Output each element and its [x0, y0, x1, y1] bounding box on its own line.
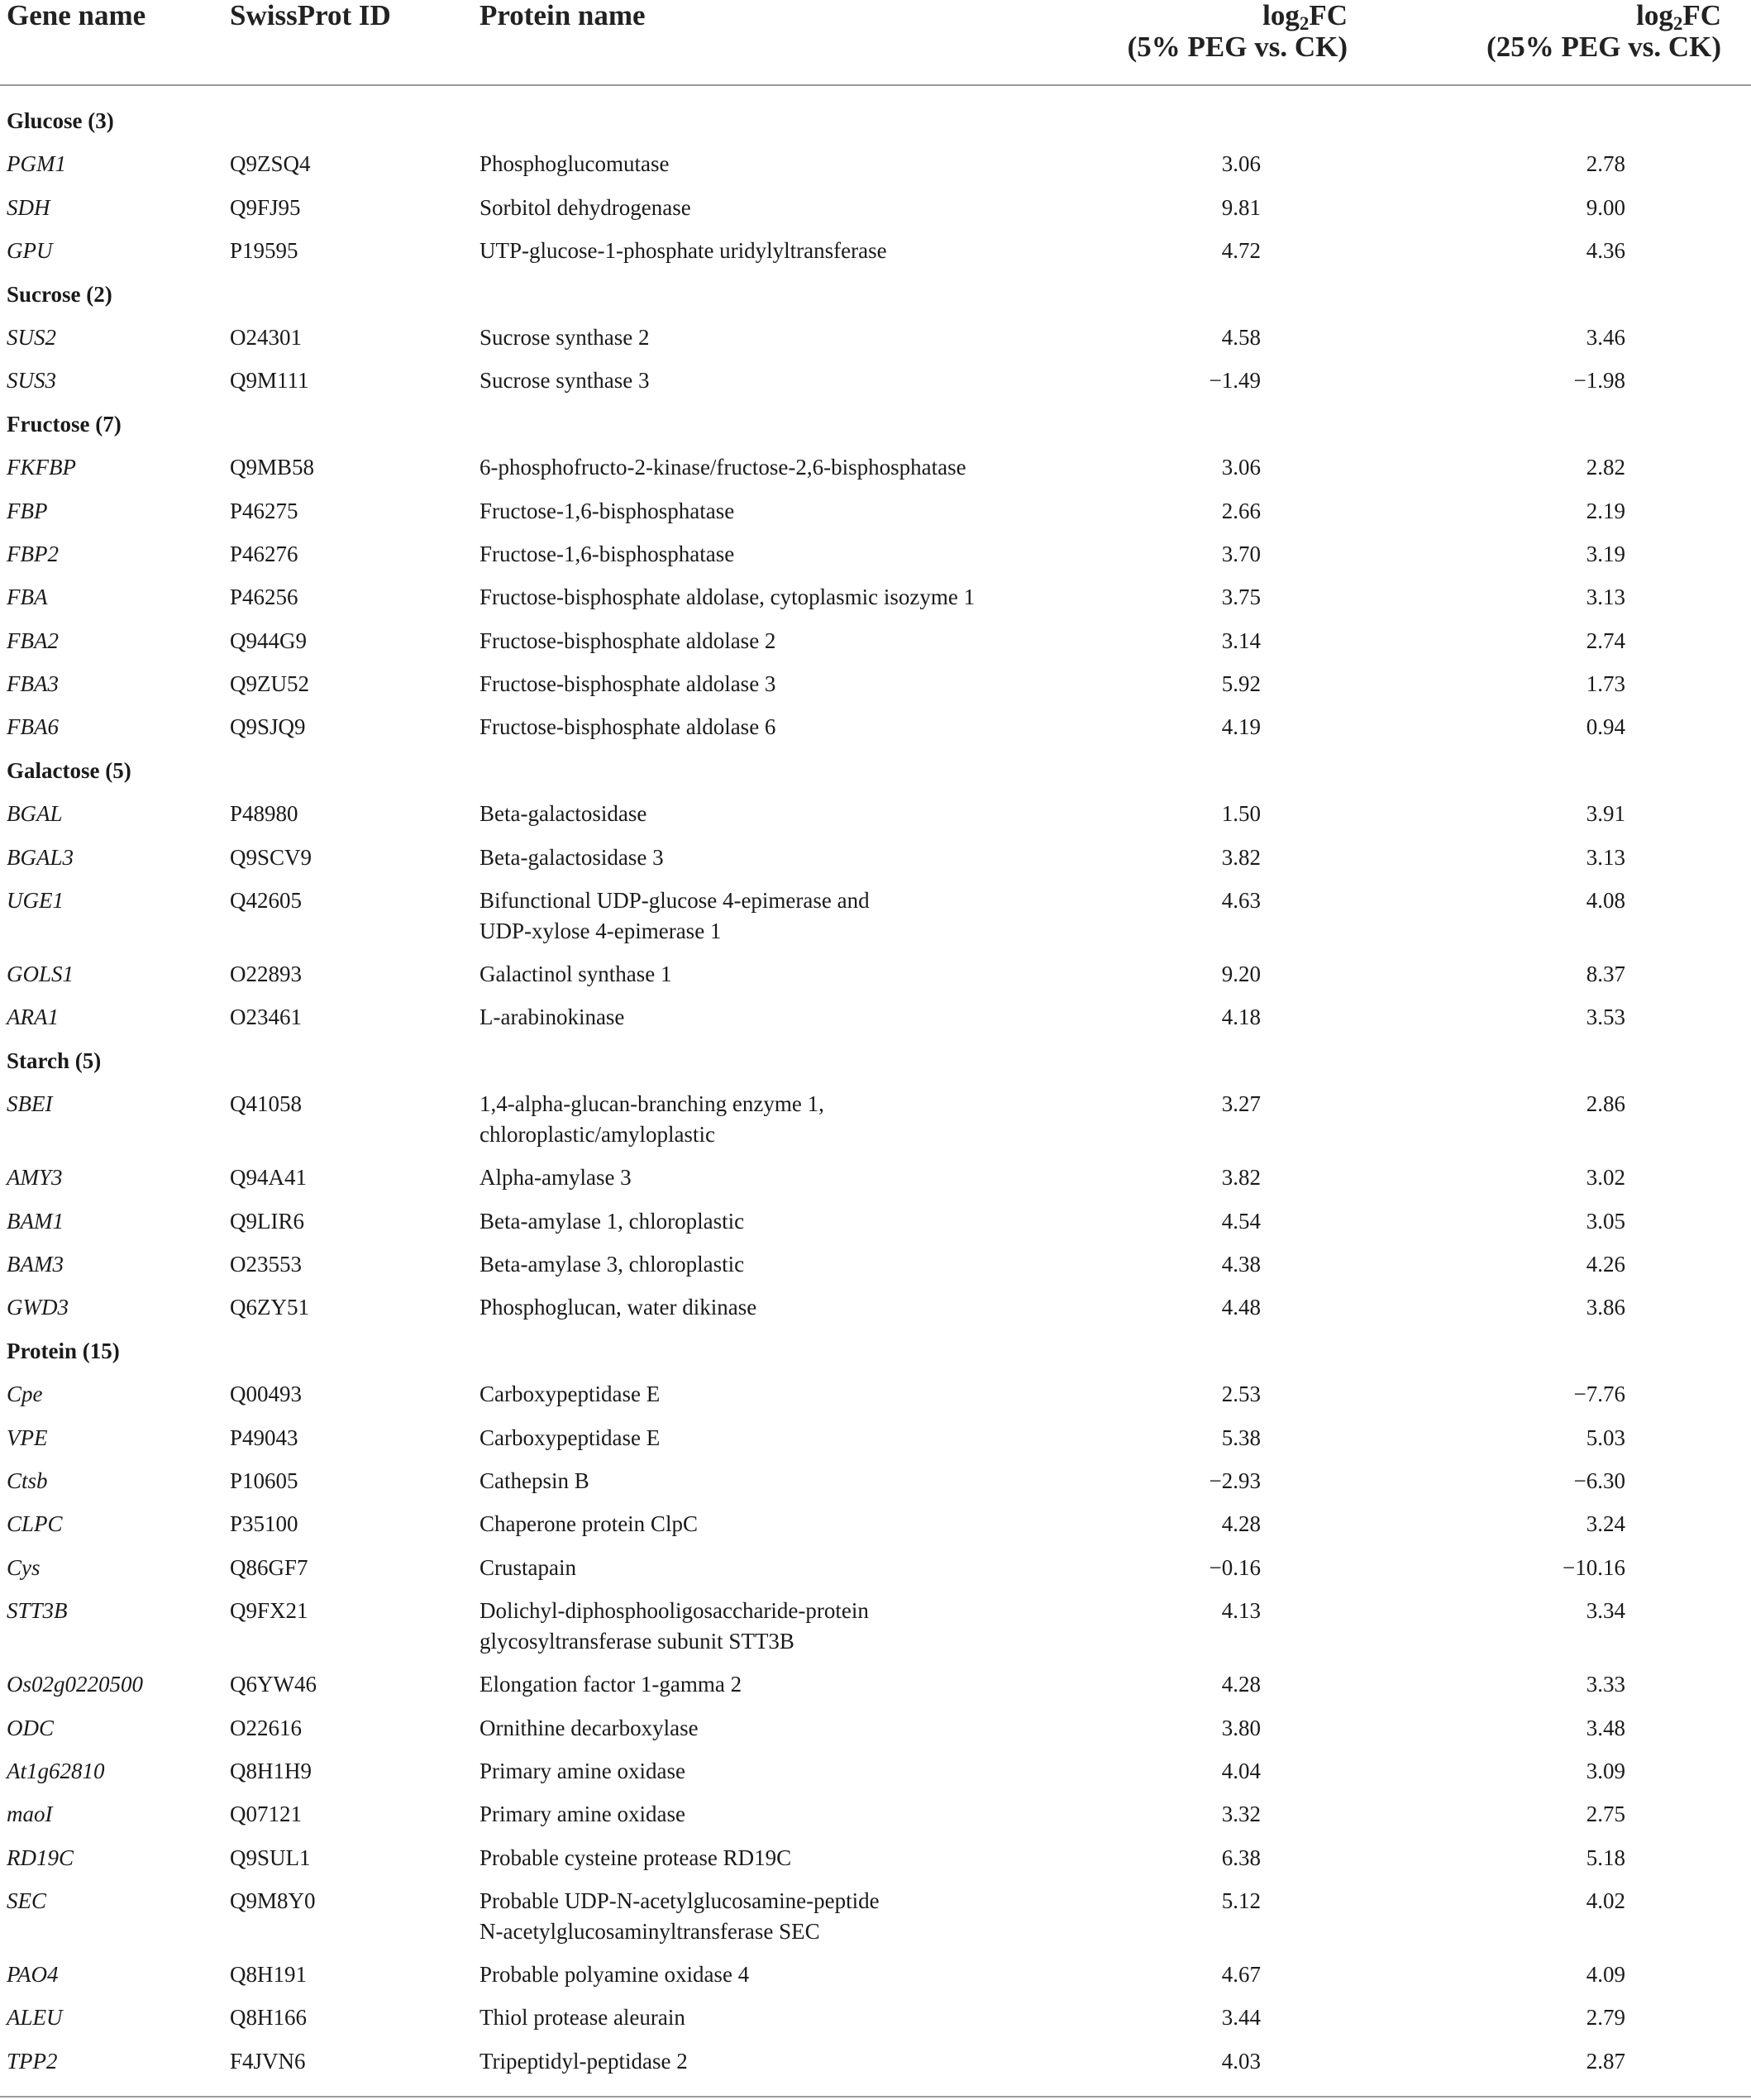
table-row	[0, 1459, 1751, 1502]
table-row	[0, 229, 1751, 272]
swissprot-id-cell: Q8H191	[230, 1962, 307, 1988]
group-header-row	[0, 1329, 1751, 1372]
protein-name-line: Tripeptidyl-peptidase 2	[479, 2048, 688, 2074]
log2fc-5peg-cell: 2.53	[1221, 1382, 1261, 1407]
gene-name-cell: FBA2	[7, 628, 59, 653]
table-row	[0, 995, 1751, 1038]
log2fc-25peg-cell: 2.78	[1586, 151, 1625, 177]
protein-name-cell	[479, 1799, 1075, 1830]
protein-name-cell	[479, 712, 1075, 742]
swissprot-id-cell: P49043	[230, 1425, 298, 1450]
log2fc-25peg-cell: 8.37	[1586, 962, 1625, 987]
table-row	[0, 879, 1751, 952]
log2fc-5peg-cell: 4.18	[1221, 1005, 1261, 1030]
protein-name-cell	[479, 959, 1075, 990]
gene-name-cell: GOLS1	[7, 962, 74, 987]
table-row	[0, 792, 1751, 835]
header-log2fc-25peg	[1455, 0, 1721, 63]
log2fc-5peg-cell: 3.06	[1221, 455, 1261, 480]
swissprot-id-cell: P46275	[230, 498, 298, 523]
log2fc-5peg-cell: 4.13	[1221, 1598, 1261, 1624]
table-row	[0, 619, 1751, 662]
swissprot-id-cell: P46276	[230, 541, 298, 566]
protein-name-cell	[479, 1756, 1075, 1787]
swissprot-id-cell: Q944G9	[230, 628, 307, 653]
group-label: Glucose (3)	[7, 108, 114, 133]
log2fc-5peg-cell: 4.72	[1221, 238, 1261, 264]
protein-name-cell	[479, 1379, 1075, 1410]
protein-name-line: Fructose-bisphosphate aldolase 3	[479, 671, 776, 697]
protein-name-cell	[479, 1423, 1075, 1453]
log2fc-25peg-cell: 2.82	[1586, 455, 1625, 480]
protein-name-line: Ornithine decarboxylase	[479, 1715, 699, 1740]
log2fc-5peg-cell: 6.38	[1221, 1845, 1261, 1870]
swissprot-id-cell: Q42605	[230, 888, 302, 914]
table-row	[0, 1996, 1751, 2039]
table-row	[0, 1792, 1751, 1835]
gene-name-cell: Ctsb	[7, 1468, 48, 1493]
protein-name-line-2: UDP-xylose 4-epimerase 1	[479, 919, 722, 944]
group-label: Fructose (7)	[7, 411, 122, 437]
log2fc-25peg-cell: 3.19	[1586, 541, 1625, 566]
table-header	[0, 0, 1751, 84]
gene-name-cell: BAM1	[7, 1208, 64, 1234]
log2fc-5peg-cell: 4.28	[1221, 1672, 1261, 1697]
protein-name-line: Bifunctional UDP-glucose 4-epimerase and	[479, 888, 870, 914]
log2fc-25peg-cell: 4.36	[1586, 238, 1625, 264]
protein-name-line: Fructose-1,6-bisphosphatase	[479, 498, 735, 523]
log2fc-5peg-cell: 4.19	[1221, 714, 1261, 740]
header-fc5-condition: (5% PEG vs. CK)	[1127, 31, 1348, 63]
log2fc-5peg-cell: 3.32	[1221, 1802, 1261, 1827]
log2fc-5peg-cell: 9.20	[1221, 962, 1261, 987]
protein-name-line: Probable cysteine protease RD19C	[479, 1845, 792, 1870]
protein-name-line: UTP-glucose-1-phosphate uridylyltransferase	[479, 238, 887, 264]
header-fc25-condition: (25% PEG vs. CK)	[1486, 31, 1721, 63]
log2fc-25peg-cell: −1.98	[1573, 368, 1625, 394]
protein-name-cell	[479, 885, 1075, 947]
log2fc-25peg-cell: 4.09	[1586, 1962, 1625, 1988]
gene-name-cell: STT3B	[7, 1598, 68, 1624]
log2fc-5peg-cell: 5.92	[1221, 671, 1261, 697]
log2fc-5peg-cell: 4.54	[1221, 1208, 1261, 1234]
swissprot-id-cell: Q00493	[230, 1382, 302, 1407]
table-row	[0, 1156, 1751, 1199]
log2fc-5peg-cell: 3.27	[1221, 1091, 1261, 1117]
table-row	[0, 359, 1751, 402]
bottom-rule	[0, 2096, 1751, 2098]
protein-name-cell	[479, 799, 1075, 829]
log2fc-5peg-cell: 1.50	[1221, 801, 1261, 827]
protein-name-cell	[479, 149, 1075, 179]
log2fc-25peg-cell: 3.13	[1586, 844, 1625, 870]
log2fc-5peg-cell: 3.70	[1221, 541, 1261, 566]
log2fc-5peg-cell: 3.14	[1221, 628, 1261, 653]
gene-name-cell: ARA1	[7, 1005, 59, 1030]
header-fc25-sub: 2	[1672, 13, 1683, 34]
log2fc-25peg-cell: 2.79	[1586, 2005, 1625, 2031]
gene-name-cell: maoI	[7, 1802, 53, 1827]
log2fc-5peg-cell: 4.04	[1221, 1758, 1261, 1783]
protein-name-line: Sucrose synthase 3	[479, 368, 650, 394]
protein-name-cell	[479, 1249, 1075, 1280]
protein-name-cell	[479, 626, 1075, 656]
log2fc-25peg-cell: 3.53	[1586, 1005, 1625, 1030]
gene-name-cell: SUS3	[7, 368, 56, 394]
log2fc-5peg-cell: 3.80	[1221, 1715, 1261, 1740]
table-row	[0, 532, 1751, 575]
swissprot-id-cell: Q9LIR6	[230, 1208, 304, 1234]
log2fc-25peg-cell: 4.26	[1586, 1251, 1625, 1277]
log2fc-25peg-cell: −10.16	[1563, 1554, 1625, 1580]
header-fc25-fc: FC	[1682, 0, 1721, 31]
log2fc-25peg-cell: 3.46	[1586, 324, 1625, 350]
swissprot-id-cell: Q9M8Y0	[230, 1888, 316, 1914]
swissprot-id-cell: Q9ZU52	[230, 671, 309, 697]
log2fc-5peg-cell: −0.16	[1209, 1554, 1261, 1580]
table-row	[0, 1546, 1751, 1589]
protein-name-line: Fructose-bisphosphate aldolase 2	[479, 628, 776, 653]
gene-name-cell: SDH	[7, 194, 50, 220]
log2fc-5peg-cell: 9.81	[1221, 194, 1261, 220]
group-header-row	[0, 99, 1751, 142]
log2fc-25peg-cell: 3.05	[1586, 1208, 1625, 1234]
table-row	[0, 1953, 1751, 1996]
header-protein-name: Protein name	[479, 0, 646, 31]
log2fc-25peg-cell: 5.03	[1586, 1425, 1625, 1450]
swissprot-id-cell: O23553	[230, 1251, 302, 1277]
swissprot-id-cell: Q9M111	[230, 368, 309, 394]
gene-name-cell: BAM3	[7, 1251, 64, 1277]
protein-name-line: Galactinol synthase 1	[479, 962, 672, 987]
log2fc-5peg-cell: 3.82	[1221, 844, 1261, 870]
gene-name-cell: TPP2	[7, 2048, 58, 2074]
log2fc-25peg-cell: 0.94	[1586, 714, 1625, 740]
gene-name-cell: RD19C	[7, 1845, 74, 1870]
protein-name-cell	[479, 1206, 1075, 1237]
table-row	[0, 836, 1751, 879]
header-rule	[0, 84, 1751, 86]
log2fc-5peg-cell: 4.63	[1221, 888, 1261, 914]
protein-name-line: Fructose-bisphosphate aldolase, cytoplasmic isozyme 1	[479, 585, 976, 610]
log2fc-5peg-cell: 4.38	[1221, 1251, 1261, 1277]
protein-name-cell	[479, 1466, 1075, 1496]
table-row	[0, 1082, 1751, 1156]
protein-name-line: Dolichyl-diphosphooligosaccharide-protein	[479, 1598, 869, 1624]
gene-name-cell: BGAL3	[7, 844, 74, 870]
protein-name-cell	[479, 1596, 1075, 1657]
table-row	[0, 1200, 1751, 1243]
swissprot-id-cell: Q86GF7	[230, 1554, 308, 1580]
log2fc-5peg-cell: −2.93	[1209, 1468, 1261, 1493]
table-row	[0, 446, 1751, 489]
protein-name-cell	[479, 236, 1075, 266]
protein-name-line: Crustapain	[479, 1554, 576, 1580]
group-header-row	[0, 1039, 1751, 1082]
swissprot-id-cell: Q9FX21	[230, 1598, 308, 1624]
protein-name-line: Beta-galactosidase 3	[479, 844, 664, 870]
swissprot-id-cell: O23461	[230, 1005, 302, 1030]
swissprot-id-cell: Q9MB58	[230, 455, 315, 480]
gene-name-cell: PAO4	[7, 1962, 59, 1988]
swissprot-id-cell: Q8H1H9	[230, 1758, 312, 1783]
table-row	[0, 1879, 1751, 1953]
log2fc-25peg-cell: 3.13	[1586, 585, 1625, 610]
protein-name-line: Sorbitol dehydrogenase	[479, 194, 691, 220]
protein-name-cell	[479, 365, 1075, 396]
protein-name-cell	[479, 1669, 1075, 1700]
swissprot-id-cell: Q9ZSQ4	[230, 151, 311, 177]
swissprot-id-cell: O22893	[230, 962, 302, 987]
gene-name-cell: Cys	[7, 1554, 41, 1580]
log2fc-5peg-cell: 3.82	[1221, 1165, 1261, 1191]
table-row	[0, 1372, 1751, 1415]
protein-name-line: Beta-amylase 1, chloroplastic	[479, 1208, 745, 1234]
swissprot-id-cell: P35100	[230, 1511, 298, 1537]
protein-name-cell	[479, 842, 1075, 873]
log2fc-25peg-cell: 2.19	[1586, 498, 1625, 523]
table-row	[0, 1243, 1751, 1286]
protein-name-line: Primary amine oxidase	[479, 1802, 685, 1827]
swissprot-id-cell: P48980	[230, 801, 298, 827]
log2fc-5peg-cell: 2.66	[1221, 498, 1261, 523]
swissprot-id-cell: Q6YW46	[230, 1672, 317, 1697]
protein-name-line: Phosphoglucan, water dikinase	[479, 1295, 757, 1320]
swissprot-id-cell: Q9FJ95	[230, 194, 301, 220]
swissprot-id-cell: Q94A41	[230, 1165, 307, 1191]
protein-name-cell	[479, 582, 1075, 613]
table-body	[0, 99, 1751, 2083]
protein-name-cell	[479, 322, 1075, 353]
table-row	[0, 705, 1751, 748]
table-row	[0, 1416, 1751, 1459]
group-label: Protein (15)	[7, 1338, 120, 1363]
header-gene-name: Gene name	[7, 0, 146, 31]
log2fc-5peg-cell: 3.06	[1221, 151, 1261, 177]
log2fc-25peg-cell: 3.48	[1586, 1715, 1625, 1740]
group-header-row	[0, 749, 1751, 792]
log2fc-25peg-cell: 1.73	[1586, 671, 1625, 697]
protein-name-line: Thiol protease aleurain	[479, 2005, 685, 2031]
protein-name-cell	[479, 669, 1075, 699]
log2fc-25peg-cell: −6.30	[1573, 1468, 1625, 1493]
table-row	[0, 662, 1751, 705]
protein-name-cell	[479, 1843, 1075, 1873]
log2fc-25peg-cell: 3.24	[1586, 1511, 1625, 1537]
gene-name-cell: SUS2	[7, 324, 56, 350]
swissprot-id-cell: O22616	[230, 1715, 302, 1740]
table-row	[0, 1836, 1751, 1879]
header-fc25-log: log	[1636, 0, 1673, 31]
table-row	[0, 1286, 1751, 1329]
gene-name-cell: VPE	[7, 1425, 48, 1450]
gene-name-cell: Os02g0220500	[7, 1672, 144, 1697]
protein-name-cell	[479, 2002, 1075, 2033]
log2fc-25peg-cell: 4.02	[1586, 1888, 1625, 1914]
table-row	[0, 1502, 1751, 1545]
swissprot-id-cell: Q41058	[230, 1091, 302, 1117]
swissprot-id-cell: Q9SUL1	[230, 1845, 311, 1870]
swissprot-id-cell: P19595	[230, 238, 298, 264]
gene-name-cell: FBA3	[7, 671, 59, 697]
protein-name-cell	[479, 2046, 1075, 2077]
gene-name-cell: SBEI	[7, 1091, 53, 1117]
table-row	[0, 1589, 1751, 1663]
protein-name-cell	[479, 496, 1075, 527]
protein-name-line: Carboxypeptidase E	[479, 1425, 661, 1450]
log2fc-25peg-cell: 9.00	[1586, 194, 1625, 220]
group-label: Galactose (5)	[7, 757, 131, 783]
log2fc-25peg-cell: 3.09	[1586, 1758, 1625, 1783]
swissprot-id-cell: Q6ZY51	[230, 1295, 309, 1320]
swissprot-id-cell: P10605	[230, 1468, 298, 1493]
gene-name-cell: GPU	[7, 238, 53, 264]
gene-name-cell: SEC	[7, 1888, 47, 1914]
swissprot-id-cell: Q07121	[230, 1802, 302, 1827]
log2fc-5peg-cell: −1.49	[1209, 368, 1261, 394]
swissprot-id-cell: Q9SJQ9	[230, 714, 306, 740]
protein-name-cell	[479, 539, 1075, 570]
protein-name-line: Cathepsin B	[479, 1468, 589, 1493]
gene-name-cell: UGE1	[7, 888, 64, 914]
gene-name-cell: FBA	[7, 585, 48, 610]
group-header-row	[0, 403, 1751, 446]
protein-name-line: Beta-galactosidase	[479, 801, 647, 827]
log2fc-25peg-cell: 5.18	[1586, 1845, 1625, 1870]
protein-name-cell	[479, 1089, 1075, 1150]
header-swissprot-id: SwissProt ID	[230, 0, 391, 31]
log2fc-25peg-cell: 3.34	[1586, 1598, 1625, 1624]
gene-name-cell: FBP2	[7, 541, 59, 566]
gene-name-cell: ALEU	[7, 2005, 63, 2031]
group-header-row	[0, 273, 1751, 316]
protein-name-cell	[479, 1162, 1075, 1193]
log2fc-25peg-cell: 3.02	[1586, 1165, 1625, 1191]
log2fc-5peg-cell: 4.28	[1221, 1511, 1261, 1537]
protein-name-cell	[479, 193, 1075, 223]
protein-name-cell	[479, 1002, 1075, 1033]
log2fc-25peg-cell: 2.86	[1586, 1091, 1625, 1117]
log2fc-5peg-cell: 4.03	[1221, 2048, 1261, 2074]
header-fc5-log: log	[1262, 0, 1300, 31]
table-row	[0, 142, 1751, 185]
log2fc-25peg-cell: 3.86	[1586, 1295, 1625, 1320]
protein-name-line: Elongation factor 1-gamma 2	[479, 1672, 742, 1697]
table-row	[0, 186, 1751, 229]
protein-name-cell	[479, 1553, 1075, 1583]
gene-name-cell: FBP	[7, 498, 48, 523]
gene-name-cell: BGAL	[7, 801, 63, 827]
protein-name-cell	[479, 1713, 1075, 1744]
header-fc5-fc: FC	[1309, 0, 1348, 31]
gene-name-cell: ODC	[7, 1715, 55, 1740]
log2fc-5peg-cell: 4.58	[1221, 324, 1261, 350]
gene-name-cell: Cpe	[7, 1382, 43, 1407]
protein-name-line: 1,4-alpha-glucan-branching enzyme 1,	[479, 1091, 824, 1117]
protein-name-cell	[479, 452, 1075, 483]
log2fc-25peg-cell: 2.74	[1586, 628, 1625, 653]
log2fc-5peg-cell: 3.44	[1221, 2005, 1261, 2031]
log2fc-25peg-cell: 3.91	[1586, 801, 1625, 827]
protein-name-line: Fructose-1,6-bisphosphatase	[479, 541, 735, 566]
gene-name-cell: GWD3	[7, 1295, 69, 1320]
table-row	[0, 316, 1751, 359]
swissprot-id-cell: Q8H166	[230, 2005, 307, 2031]
protein-name-line: Probable polyamine oxidase 4	[479, 1962, 750, 1988]
log2fc-25peg-cell: 4.08	[1586, 888, 1625, 914]
group-label: Sucrose (2)	[7, 281, 112, 307]
protein-name-line: Carboxypeptidase E	[479, 1382, 661, 1407]
table-row	[0, 1749, 1751, 1792]
log2fc-25peg-cell: 3.33	[1586, 1672, 1625, 1697]
table-row	[0, 575, 1751, 618]
swissprot-id-cell: F4JVN6	[230, 2048, 306, 2074]
log2fc-25peg-cell: 2.75	[1586, 1802, 1625, 1827]
protein-name-line: Primary amine oxidase	[479, 1758, 685, 1783]
table-row	[0, 489, 1751, 532]
protein-name-cell	[479, 1509, 1075, 1539]
log2fc-5peg-cell: 4.48	[1221, 1295, 1261, 1320]
log2fc-5peg-cell: 3.75	[1221, 585, 1261, 610]
table-row	[0, 1706, 1751, 1749]
protein-name-line: Chaperone protein ClpC	[479, 1511, 698, 1537]
protein-name-line: L-arabinokinase	[479, 1005, 625, 1030]
protein-name-line-2: chloroplastic/amyloplastic	[479, 1122, 715, 1148]
log2fc-5peg-cell: 4.67	[1221, 1962, 1261, 1988]
protein-name-line-2: N-acetylglucosaminyltransferase SEC	[479, 1919, 820, 1945]
protein-name-cell	[479, 1959, 1075, 1990]
swissprot-id-cell: P46256	[230, 585, 298, 610]
group-label: Starch (5)	[7, 1048, 102, 1073]
protein-name-line: Phosphoglucomutase	[479, 151, 670, 177]
protein-name-line: 6-phosphofructo-2-kinase/fructose-2,6-bisphosphatase	[479, 455, 966, 480]
table-row	[0, 952, 1751, 995]
gene-name-cell: At1g62810	[7, 1758, 105, 1783]
swissprot-id-cell: O24301	[230, 324, 302, 350]
gene-name-cell: FBA6	[7, 714, 59, 740]
protein-name-line: Alpha-amylase 3	[479, 1165, 632, 1191]
protein-name-line: Sucrose synthase 2	[479, 324, 650, 350]
protein-name-cell	[479, 1292, 1075, 1323]
gene-name-cell: PGM1	[7, 151, 66, 177]
header-log2fc-5peg	[1124, 0, 1348, 63]
swissprot-id-cell: Q9SCV9	[230, 844, 313, 870]
protein-name-line: Probable UDP-N-acetylglucosamine-peptide	[479, 1888, 880, 1914]
log2fc-25peg-cell: 2.87	[1586, 2048, 1625, 2074]
header-fc5-sub: 2	[1299, 13, 1310, 34]
table-row	[0, 1663, 1751, 1706]
gene-name-cell: CLPC	[7, 1511, 63, 1537]
gene-name-cell: FKFBP	[7, 455, 76, 480]
protein-name-line: Beta-amylase 3, chloroplastic	[479, 1251, 745, 1277]
log2fc-25peg-cell: −7.76	[1573, 1382, 1625, 1407]
log2fc-5peg-cell: 5.38	[1221, 1425, 1261, 1450]
protein-name-line: Fructose-bisphosphate aldolase 6	[479, 714, 776, 740]
protein-name-cell	[479, 1886, 1075, 1947]
table-row	[0, 2040, 1751, 2083]
log2fc-5peg-cell: 5.12	[1221, 1888, 1261, 1914]
protein-name-line-2: glycosyltransferase subunit STT3B	[479, 1629, 794, 1654]
gene-name-cell: AMY3	[7, 1165, 63, 1191]
